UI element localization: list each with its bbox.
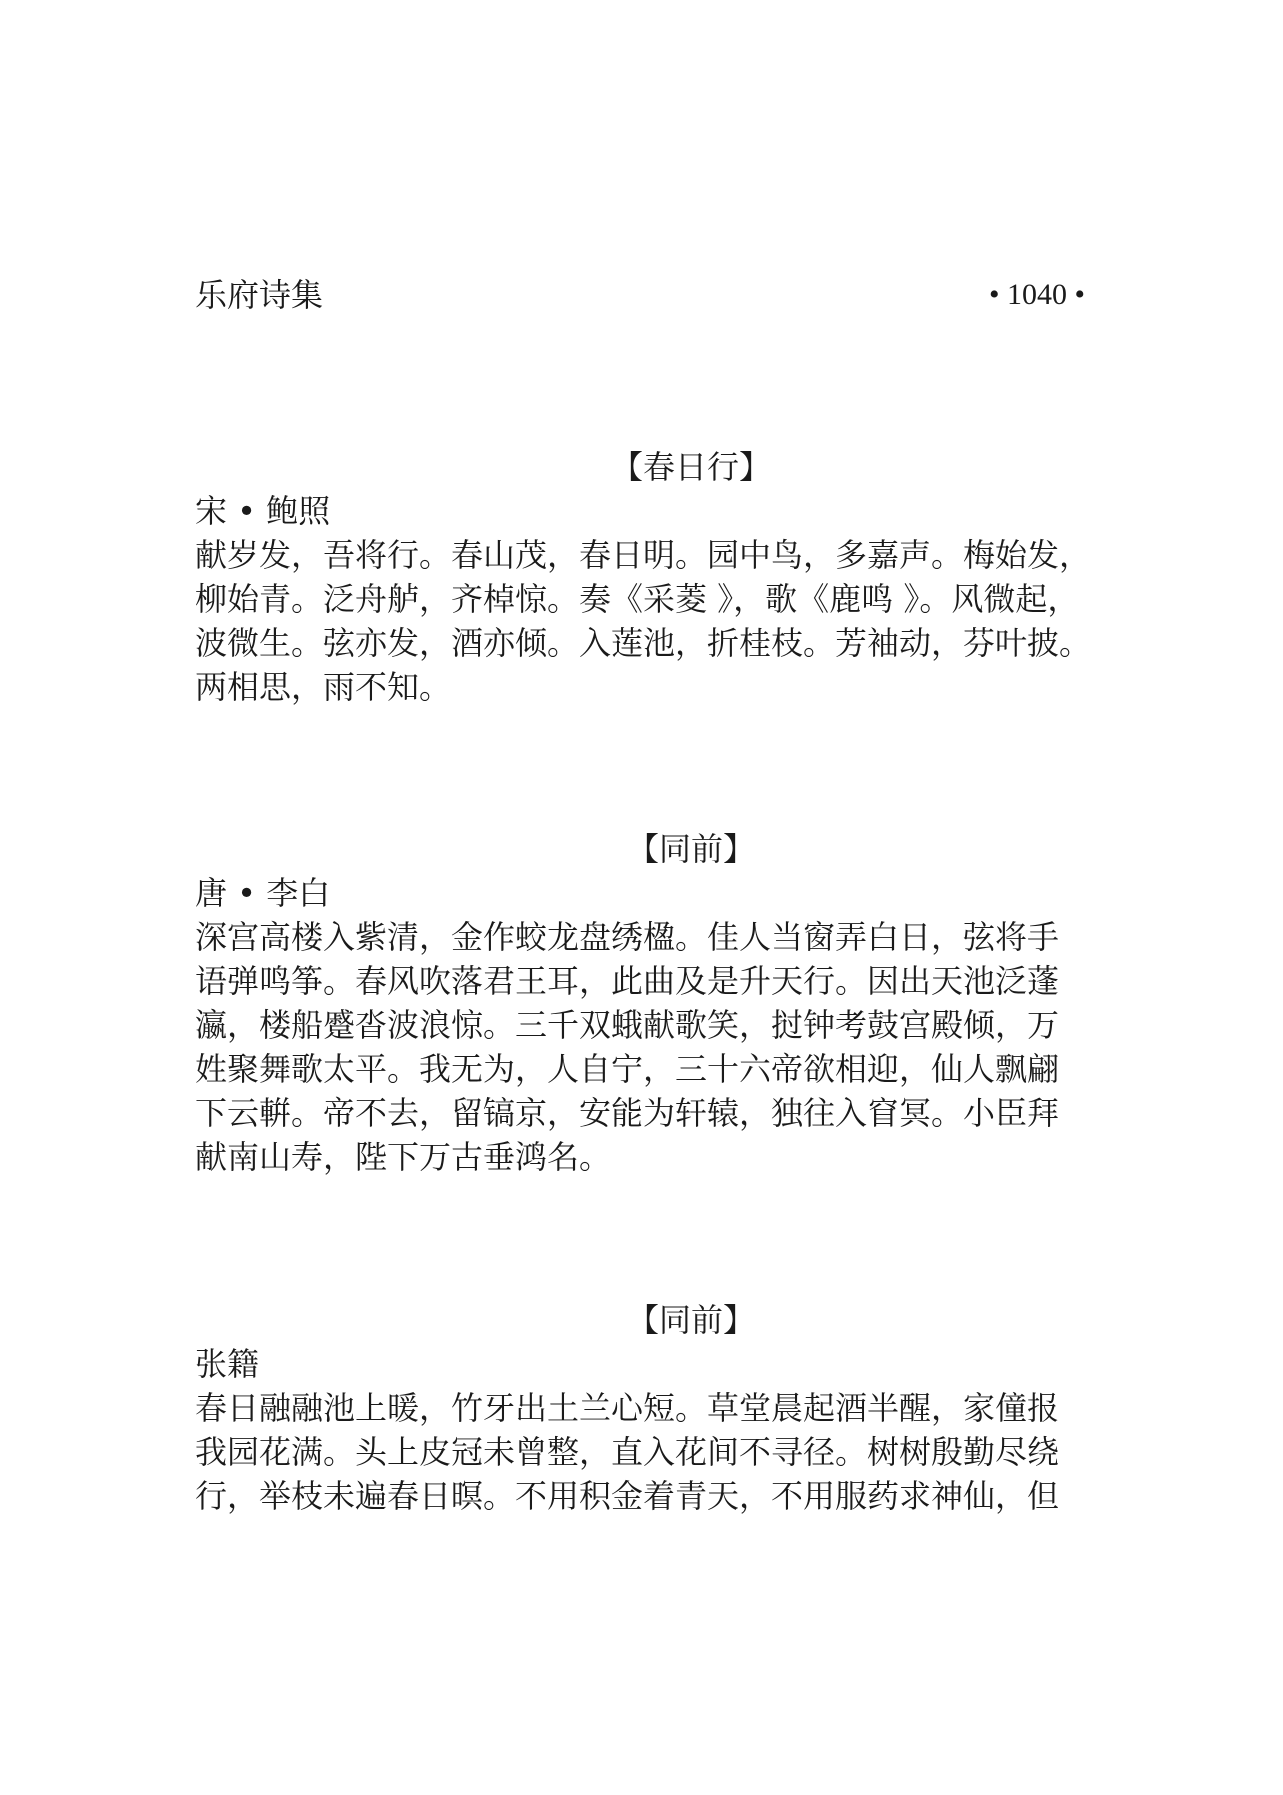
- poem-section: [195, 827, 1107, 1179]
- poem-author: 唐 • 李白: [195, 874, 331, 912]
- poem-line: 语弹鸣筝。春风吹落君王耳，此曲及是升天行。因出天池泛蓬: [195, 962, 1060, 1000]
- page-number: • 1040 •: [988, 278, 1085, 311]
- poem-title: 【同前】: [626, 830, 755, 868]
- page-header: [195, 270, 1085, 320]
- poem-line: 姓聚舞歌太平。我无为，人自宁，三十六帝欲相迎，仙人飘翩: [195, 1050, 1060, 1088]
- poem-line: 瀛，楼船蹙沓波浪惊。三千双蛾献歌笑，挝钟考鼓宫殿倾，万: [195, 1006, 1060, 1044]
- poem-line: 春日融融池上暖，竹牙出土兰心短。草堂晨起酒半醒，家僮报: [195, 1389, 1060, 1427]
- poem-line: 两相思，雨不知。: [195, 668, 452, 706]
- poem-author: 宋 • 鲍照: [195, 492, 331, 530]
- poem-section: [195, 1298, 1107, 1518]
- poem-line: 献岁发，吾将行。春山茂，春日明。园中鸟，多嘉声。梅始发，: [195, 536, 1092, 574]
- poem-line: 行，举枝未遍春日暝。不用积金着青天，不用服药求神仙，但: [195, 1477, 1060, 1515]
- poem-title: 【春日行】: [610, 448, 771, 486]
- poem-line: 下云輧。帝不去，留镐京，安能为轩辕，独往入窅冥。小臣拜: [195, 1094, 1060, 1132]
- poem-line: 深宫高楼入紫清，金作蛟龙盘绣楹。佳人当窗弄白日，弦将手: [195, 918, 1060, 956]
- poem-line: 献南山寿，陛下万古垂鸿名。: [195, 1138, 612, 1176]
- poem-line: 我园花满。头上皮冠未曾整，直入花间不寻径。树树殷勤尽绕: [195, 1433, 1060, 1471]
- poem-line: 柳始青。泛舟舻，齐棹惊。奏《采菱 》，歌《鹿鸣 》。风微起，: [195, 580, 1080, 618]
- poem-title: 【同前】: [626, 1301, 755, 1339]
- poem-author: 张籍: [195, 1345, 260, 1383]
- poem-section: [195, 445, 1107, 709]
- poem-line: 波微生。弦亦发，酒亦倾。入莲池，折桂枝。芳袖动，芬叶披。: [195, 624, 1092, 662]
- book-title: 乐府诗集: [195, 276, 324, 314]
